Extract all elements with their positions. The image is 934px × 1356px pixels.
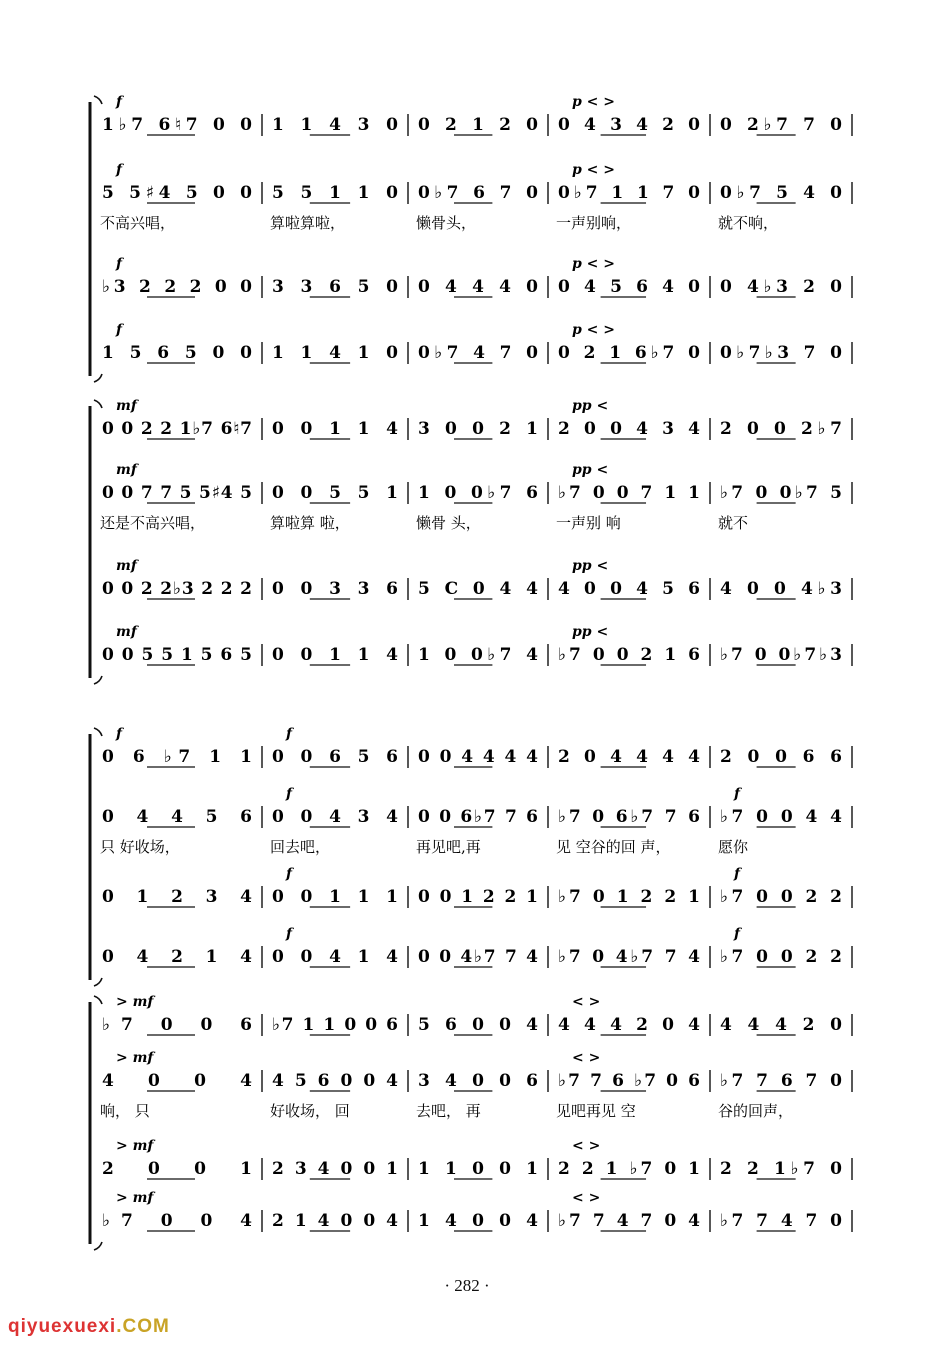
measure-notes: 3 3 6 5 0 <box>272 277 398 297</box>
dynamic-mark: < > <box>572 1138 601 1154</box>
lyric-text: 一声别响， <box>556 214 632 232</box>
lyric-text: 懒骨 头， <box>416 514 481 532</box>
dynamic-mark: pp < <box>572 462 609 478</box>
measure-notes: 0♭7 4 7 0 <box>418 343 538 363</box>
measure-notes: 1 1 4 1 0 <box>272 343 398 363</box>
measure-notes: 1 5 6 5 0 0 <box>102 343 252 363</box>
measure-notes: 0 0 4 1 4 <box>272 947 398 967</box>
bracket-bottom-hook <box>94 978 102 986</box>
measure-notes: 2 2 1♭7 0 <box>720 1159 842 1179</box>
dynamic-mark: < > <box>572 1050 601 1066</box>
measure-notes: ♭7 1 1 0 0 6 <box>272 1015 398 1035</box>
dynamic-mark: mf <box>116 624 137 640</box>
measure-notes: 0 6 ♭7 1 1 <box>102 747 252 767</box>
measure-notes: 0 2 1 6♭7 0 <box>558 343 700 363</box>
dynamic-mark: f <box>286 726 293 742</box>
dynamic-mark: pp < <box>572 558 609 574</box>
voice-row <box>102 1190 852 1232</box>
measure-notes: 5 5♯4 5 0 0 <box>102 183 252 203</box>
measure-notes: 4 0 0 4 <box>102 1071 252 1091</box>
voice-row <box>102 726 852 768</box>
voice-row <box>102 624 852 666</box>
measure-notes: ♭7 7 6 ♭7 0 6 <box>558 1071 700 1091</box>
measure-notes: ♭7 0 4♭7 7 4 <box>558 947 700 967</box>
bracket-bottom-hook <box>94 1242 102 1250</box>
measure-notes: 2 0 0 1 <box>102 1159 252 1179</box>
system-2-lower <box>90 994 852 1250</box>
measure-notes: ♭7 0 0 7 1 1 <box>558 483 700 503</box>
measure-notes: ♭3 2 2 2 0 0 <box>102 277 252 297</box>
measure-notes: 0 0 2 2♭3 2 2 2 <box>102 579 252 599</box>
measure-notes: 0 4 2 1 4 <box>102 947 252 967</box>
bracket-top-hook <box>94 996 102 1004</box>
measure-notes: 0 0 4 4 4 4 <box>418 747 538 767</box>
measure-notes: ♭7 0 0 6 <box>102 1015 252 1035</box>
watermark-suffix: .COM <box>116 1316 170 1337</box>
dynamic-mark: f <box>116 726 123 742</box>
lyric-text: 还是不高兴唱， <box>100 514 206 532</box>
dynamic-mark: mf <box>116 398 137 414</box>
measure-notes: 0 0 5 5 1 5 6 5 <box>102 645 252 665</box>
bracket-bottom-hook <box>94 676 102 684</box>
measure-notes: ♭7 7 6 7 0 <box>720 1071 842 1091</box>
lyric-text: 好收场， 回 <box>270 1102 350 1120</box>
measure-notes: ♭7 0 0 4 <box>102 1211 252 1231</box>
measure-notes: 0 4 4 4 0 <box>418 277 538 297</box>
voice-row <box>102 994 852 1036</box>
bracket-top-hook <box>94 400 102 408</box>
dynamic-mark: mf <box>116 462 137 478</box>
voice-row <box>102 926 852 968</box>
measure-notes: 4 4 4 2 0 4 <box>558 1015 700 1035</box>
lyric-text: 响， 只 <box>100 1102 150 1120</box>
measure-notes: 5 C 0 4 4 <box>418 579 538 599</box>
measure-notes: 1 0 0♭7 4 <box>418 645 538 665</box>
measure-notes: 2 0 4 4 4 4 <box>558 747 700 767</box>
dynamic-mark: f <box>116 162 123 178</box>
measure-notes: 4 4 4 2 0 <box>720 1015 842 1035</box>
dynamic-mark: p < > <box>572 322 615 338</box>
lyric-text: 回去吧， <box>270 838 331 856</box>
measure-notes: 2 2 1 ♭7 0 1 <box>558 1159 700 1179</box>
lyric-text: 一声别 响 <box>556 514 621 532</box>
dynamic-mark: f <box>286 786 293 802</box>
measure-notes: 5 6 0 0 4 <box>418 1015 538 1035</box>
voice-row <box>102 256 852 298</box>
measure-notes: ♭7 0 6♭7 7 6 <box>558 807 700 827</box>
dynamic-mark: f <box>116 322 123 338</box>
measure-notes: 0 4 5 6 4 0 <box>558 277 700 297</box>
measure-notes: 2 3 4 0 0 1 <box>272 1159 398 1179</box>
voice-row <box>100 786 852 856</box>
system-2-upper <box>90 726 852 986</box>
measure-notes: 0 0 3 3 6 <box>272 579 398 599</box>
voice-row <box>100 162 852 232</box>
dynamic-mark: > mf <box>116 1138 154 1154</box>
measure-notes: ♭7 0 1 2 2 1 <box>558 887 700 907</box>
dynamic-mark: f <box>286 926 293 942</box>
dynamic-mark: pp < <box>572 624 609 640</box>
lyric-text: 愿你 <box>718 838 749 856</box>
measure-notes: 0 0 4 3 4 <box>272 807 398 827</box>
measure-notes: 0 0 6 5 6 <box>272 747 398 767</box>
measure-notes: 0 0 6♭7 7 6 <box>418 807 538 827</box>
dynamic-mark: f <box>116 256 123 272</box>
measure-notes: 0 1 2 3 4 <box>102 887 252 907</box>
measure-notes: 0 4♭3 2 0 <box>720 277 842 297</box>
measure-notes: ♭7 0 0♭7 5 <box>720 483 842 503</box>
measure-notes: ♭7 0 0 2 2 <box>720 947 842 967</box>
measure-notes: 1 1 4 3 0 <box>272 115 398 135</box>
measure-notes: 0♭7 1 1 7 0 <box>558 183 700 203</box>
voice-row <box>102 94 852 136</box>
dynamic-mark: > mf <box>116 994 154 1010</box>
measure-notes: 0 0 4♭7 7 4 <box>418 947 538 967</box>
watermark-brand: qiyuexuexi <box>8 1316 117 1337</box>
lyric-text: 算啦算 啦， <box>270 514 350 532</box>
measure-notes: 4 0 0 4♭3 <box>720 579 842 599</box>
dynamic-mark: p < > <box>572 94 615 110</box>
voice-row <box>102 1138 852 1180</box>
bracket-top-hook <box>94 728 102 736</box>
measure-notes: ♭7 0 0♭7♭3 <box>720 645 842 665</box>
dynamic-mark: f <box>734 866 741 882</box>
dynamic-mark: p < > <box>572 162 615 178</box>
dynamic-mark: f <box>734 786 741 802</box>
measure-notes: 2 0 0 2♭7 <box>720 419 842 439</box>
dynamic-mark: f <box>734 926 741 942</box>
system-1-lower <box>90 398 852 684</box>
lyric-text: 懒骨头， <box>416 214 477 232</box>
measure-notes: 0 0 7 7 5 5♯4 5 <box>102 483 252 503</box>
dynamic-mark: < > <box>572 994 601 1010</box>
system-1-upper <box>90 94 852 382</box>
measure-notes: ♭7 7 4 7 0 4 <box>558 1211 700 1231</box>
voice-row <box>102 558 852 600</box>
lyric-text: 见 空谷的回 声， <box>556 838 671 856</box>
measure-notes: 1 4 0 0 4 <box>418 1211 538 1231</box>
measure-notes: 0♭7 5 4 0 <box>720 183 842 203</box>
measure-notes: 0 0 1 1 1 <box>272 887 398 907</box>
lyric-text: 就不 <box>718 514 749 532</box>
bracket-top-hook <box>94 96 102 104</box>
measure-notes: 2 0 0 4 3 4 <box>558 419 700 439</box>
measure-notes: ♭7 0 0 4 4 <box>720 807 842 827</box>
measure-notes: 4 5 6 0 0 4 <box>272 1071 398 1091</box>
lyric-text: 去吧， 再 <box>416 1102 481 1120</box>
site-watermark <box>8 1316 170 1338</box>
measure-notes: 0 4 3 4 2 0 <box>558 115 700 135</box>
measure-notes: 0 2♭7 7 0 <box>720 115 842 135</box>
voice-row <box>102 322 852 364</box>
measure-notes: 1♭7 6♮7 0 0 <box>102 115 252 135</box>
measure-notes: 0 4 4 5 6 <box>102 807 252 827</box>
measure-notes: 5 5 1 1 0 <box>272 183 398 203</box>
dynamic-mark: f <box>286 866 293 882</box>
lyric-text: 谷的回声， <box>718 1102 794 1120</box>
dynamic-mark: p < > <box>572 256 615 272</box>
measure-notes: 0 0 1 1 4 <box>272 419 398 439</box>
bracket-bottom-hook <box>94 374 102 382</box>
measure-notes: 0 0 1 2 2 1 <box>418 887 538 907</box>
measure-notes: 3 4 0 0 6 <box>418 1071 538 1091</box>
measure-notes: 0♭7 6 7 0 <box>418 183 538 203</box>
lyric-text: 只 好收场， <box>100 838 180 856</box>
voice-row <box>102 866 852 908</box>
dynamic-mark: > mf <box>116 1190 154 1206</box>
lyric-text: 不高兴唱， <box>100 214 176 232</box>
measure-notes: 0 2 1 2 0 <box>418 115 538 135</box>
measure-notes: ♭7 7 4 7 0 <box>720 1211 842 1231</box>
measure-notes: ♭7 0 0 2 1 6 <box>558 645 700 665</box>
dynamic-mark: pp < <box>572 398 609 414</box>
measure-notes: 0 0 2 2 1♭7 6♮7 <box>102 419 252 439</box>
dynamic-mark: mf <box>116 558 137 574</box>
measure-notes: 2 0 0 6 6 <box>720 747 842 767</box>
lyric-text: 算啦算啦， <box>270 214 346 232</box>
measure-notes: 1 0 0♭7 6 <box>418 483 538 503</box>
measure-notes: 0♭7♭3 7 0 <box>720 343 842 363</box>
measure-notes: ♭7 0 0 2 2 <box>720 887 842 907</box>
dynamic-mark: > mf <box>116 1050 154 1066</box>
dynamic-mark: < > <box>572 1190 601 1206</box>
voice-row <box>100 462 852 532</box>
measure-notes: 4 0 0 4 5 6 <box>558 579 700 599</box>
lyric-text: 再见吧,再 <box>416 838 481 856</box>
voice-row <box>100 1050 852 1120</box>
lyric-text: 见吧再见 空 <box>556 1102 636 1120</box>
dynamic-mark: f <box>116 94 123 110</box>
measure-notes: 0 0 1 1 4 <box>272 645 398 665</box>
measure-notes: 1 1 0 0 1 <box>418 1159 538 1179</box>
measure-notes: 2 1 4 0 0 4 <box>272 1211 398 1231</box>
voice-row <box>102 398 852 440</box>
measure-notes: 3 0 0 2 1 <box>418 419 538 439</box>
lyric-text: 就不响， <box>718 214 779 232</box>
page-number: · 282 · <box>444 1276 490 1295</box>
measure-notes: 0 0 5 5 1 <box>272 483 398 503</box>
